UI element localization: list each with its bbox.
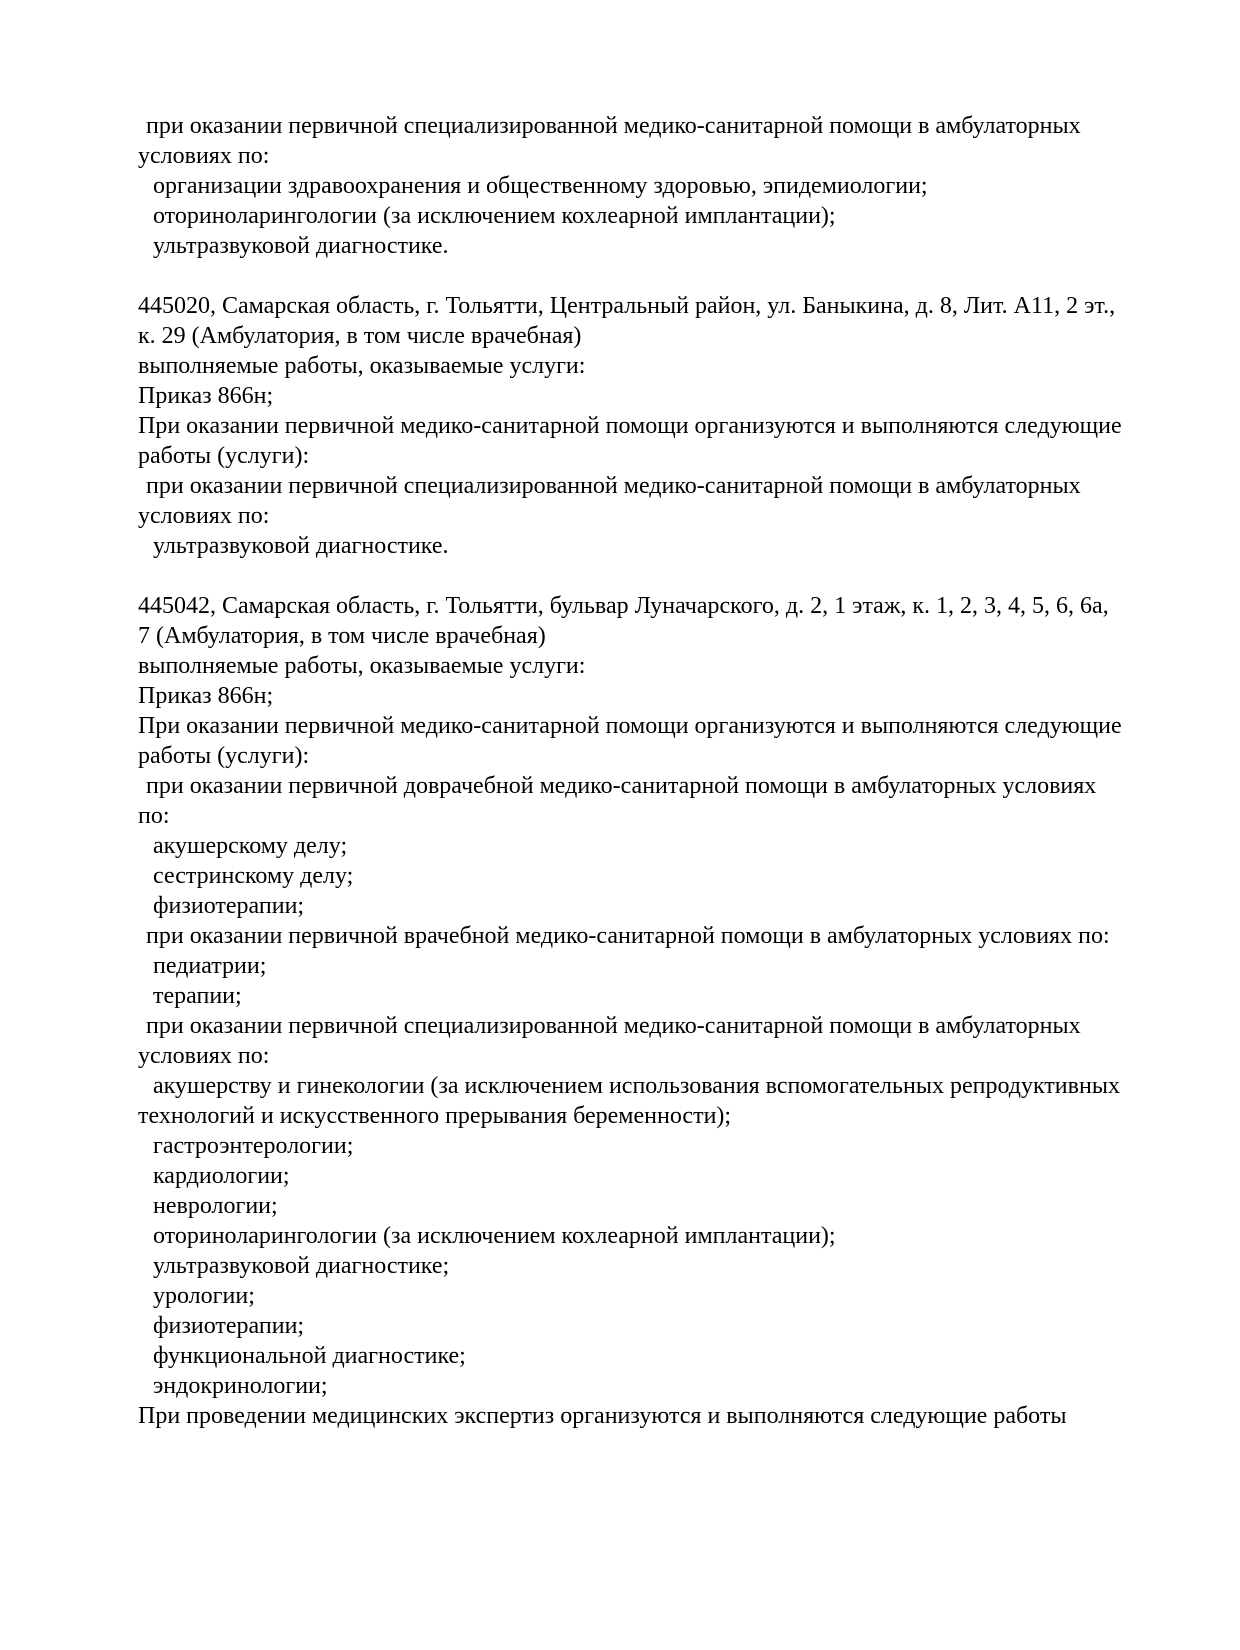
- text-line: акушерскому делу;: [153, 833, 348, 859]
- text-line: ультразвуковой диагностике.: [153, 233, 449, 259]
- text-line: физиотерапии;: [153, 893, 305, 919]
- text-line: 445042, Самарская область, г. Тольятти, бульвар Луначарского, д. 2, 1 этаж, к. 1, 2, 3, 4, 5, 6, 6а,: [138, 593, 1109, 619]
- text-line: ультразвуковой диагностике;: [153, 1253, 450, 1279]
- text-line: выполняемые работы, оказываемые услуги:: [138, 653, 586, 679]
- text-line: эндокринологии;: [153, 1373, 328, 1399]
- text-line: неврологии;: [153, 1193, 278, 1219]
- text-line: условиях по:: [138, 1043, 270, 1069]
- text-line: при оказании первичной специализированной медико-санитарной помощи в амбулаторных: [146, 113, 1081, 139]
- text-line: сестринскому делу;: [153, 863, 354, 889]
- text-line: оториноларингологии (за исключением кохлеарной имплантации);: [153, 1223, 836, 1249]
- text-line: при оказании первичной специализированной медико-санитарной помощи в амбулаторных: [146, 473, 1081, 499]
- text-line: При проведении медицинских экспертиз организуются и выполняются следующие работы: [138, 1403, 1067, 1429]
- text-line: оториноларингологии (за исключением кохлеарной имплантации);: [153, 203, 836, 229]
- text-line: Приказ 866н;: [138, 383, 274, 409]
- text-line: урологии;: [153, 1283, 255, 1309]
- text-line: ультразвуковой диагностике.: [153, 533, 449, 559]
- text-line: условиях по:: [138, 143, 270, 169]
- text-line: функциональной диагностике;: [153, 1343, 466, 1369]
- text-line: при оказании первичной специализированной медико-санитарной помощи в амбулаторных: [146, 1013, 1081, 1039]
- text-line: 7 (Амбулатория, в том числе врачебная): [138, 623, 546, 649]
- blank-line: [138, 261, 1202, 291]
- text-line: физиотерапии;: [153, 1313, 305, 1339]
- text-line: Приказ 866н;: [138, 683, 274, 709]
- text-line: организации здравоохранения и общественному здоровью, эпидемиологии;: [153, 173, 928, 199]
- blank-line: [138, 561, 1202, 591]
- text-line: к. 29 (Амбулатория, в том числе врачебная): [138, 323, 582, 349]
- text-line: по:: [138, 803, 170, 829]
- text-line: При оказании первичной медико-санитарной помощи организуются и выполняются следующие: [138, 713, 1122, 739]
- text-line: при оказании первичной врачебной медико-санитарной помощи в амбулаторных условиях по:: [146, 923, 1110, 949]
- text-line: работы (услуги):: [138, 743, 310, 769]
- text-line: терапии;: [153, 983, 242, 1009]
- text-line: педиатрии;: [153, 953, 267, 979]
- text-line: выполняемые работы, оказываемые услуги:: [138, 353, 586, 379]
- text-line: кардиологии;: [153, 1163, 290, 1189]
- text-line: акушерству и гинекологии (за исключением использования вспомогательных репродуктивных: [153, 1073, 1120, 1099]
- text-line: технологий и искусственного прерывания беременности);: [138, 1103, 732, 1129]
- document-body: [138, 111, 1202, 1431]
- text-line: гастроэнтерологии;: [153, 1133, 354, 1159]
- text-line: при оказании первичной доврачебной медико-санитарной помощи в амбулаторных условиях: [146, 773, 1097, 799]
- text-line: условиях по:: [138, 503, 270, 529]
- text-line: 445020, Самарская область, г. Тольятти, Центральный район, ул. Баныкина, д. 8, Лит. А11, 2 эт.,: [138, 293, 1116, 319]
- text-line: работы (услуги):: [138, 443, 310, 469]
- text-line: При оказании первичной медико-санитарной помощи организуются и выполняются следующие: [138, 413, 1122, 439]
